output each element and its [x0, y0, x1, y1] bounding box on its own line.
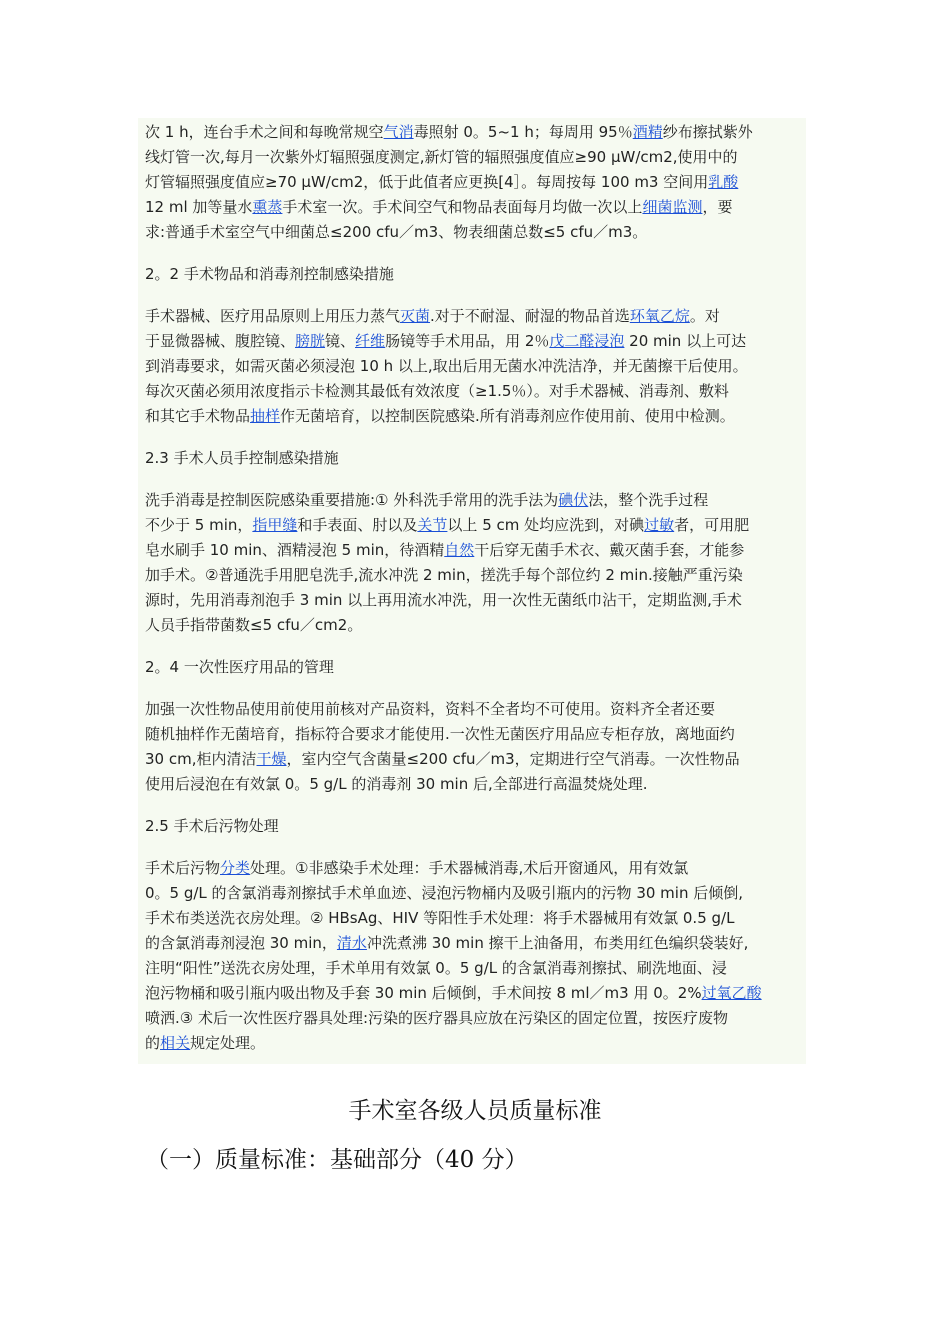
text-line — [145, 1031, 805, 1056]
text-line — [145, 304, 805, 329]
text-line — [145, 488, 805, 513]
keyword-link[interactable]: 指甲缝 — [252, 516, 298, 534]
text-run: ，室内空气含菌量≤200 cfu／m3，定期进行空气消毒。一次性物品 — [286, 750, 740, 768]
text-run: 肠镜等手术用品，用 2％ — [385, 332, 550, 350]
text-run: 纱布擦拭紫外 — [662, 123, 753, 141]
text-run: 干后穿无菌手术衣、戴灭菌手套，才能参 — [474, 541, 745, 559]
text-line — [145, 446, 805, 471]
text-run: ，要 — [702, 198, 733, 216]
text-run: 皂水刷手 10 min、酒精浸泡 5 min，待酒精 — [145, 541, 445, 559]
keyword-link[interactable]: 关节 — [417, 516, 448, 534]
text-run: 不少于 5 min， — [145, 516, 253, 534]
text-run: 手术室一次。手术间空气和物品表面每月均做一次以上 — [282, 198, 643, 216]
text-run: 2。4 一次性医疗用品的管理 — [145, 658, 334, 676]
text-line — [145, 195, 805, 220]
text-run: 者，可用肥 — [674, 516, 750, 534]
text-run: 源时，先用消毒剂泡手 3 min 以上再用流水冲洗，用一次性无菌纸巾沾干，定期监测,手术 — [145, 591, 742, 609]
text-line — [145, 262, 805, 287]
text-run: 于显微器械、腹腔镜、 — [145, 332, 296, 350]
keyword-link[interactable]: 抽样 — [250, 407, 281, 425]
keyword-link[interactable]: 过氧乙酸 — [701, 984, 762, 1002]
text-run: 毒照射 0。5~1 h；每周用 95％ — [413, 123, 633, 141]
paragraph-gap — [145, 638, 805, 655]
text-line — [145, 404, 805, 429]
text-run: 到消毒要求，如需灭菌必须浸泡 10 h 以上,取出后用无菌水冲洗洁净，并无菌擦干后使用。 — [145, 357, 748, 375]
text-run: 以上 5 cm 处均应洗到，对碘 — [447, 516, 645, 534]
text-run: 规定处理。 — [190, 1034, 266, 1052]
text-run: 灯管辐照强度值应≥70 μW/cm2，低于此值者应更换[4］。每周按每 100 m3 空间用 — [145, 173, 709, 191]
keyword-link[interactable]: 酒精 — [632, 123, 663, 141]
keyword-link[interactable]: 气消 — [383, 123, 414, 141]
paragraph-gap — [145, 429, 805, 446]
text-run: 冲洗煮沸 30 min 擦干上油备用，布类用红色编织袋装好, — [366, 934, 749, 952]
text-run: 30 cm,柜内清洁 — [145, 750, 257, 768]
article-body — [145, 120, 805, 1056]
paragraph-gap — [145, 245, 805, 262]
text-run: 手术器械、医疗用品原则上用压力蒸气 — [145, 307, 401, 325]
text-line — [145, 354, 805, 379]
keyword-link[interactable]: 熏蒸 — [252, 198, 283, 216]
keyword-link[interactable]: 分类 — [220, 859, 251, 877]
keyword-link[interactable]: 干燥 — [256, 750, 287, 768]
keyword-link[interactable]: 纤维 — [355, 332, 386, 350]
text-run: 使用后浸泡在有效氯 0。5 g/L 的消毒剂 30 min 后,全部进行高温焚烧处理. — [145, 775, 648, 793]
text-line — [145, 170, 805, 195]
text-line — [145, 538, 805, 563]
text-run: 手术布类送洗衣房处理。② HBsAg、HIV 等阳性手术处理：将手术器械用有效氯 0.5 g/L — [145, 909, 735, 927]
text-line — [145, 1006, 805, 1031]
text-line — [145, 931, 805, 956]
text-line — [145, 697, 805, 722]
keyword-link[interactable]: 过敏 — [644, 516, 675, 534]
text-line — [145, 655, 805, 680]
text-run: 手术后污物 — [145, 859, 221, 877]
text-line — [145, 613, 805, 638]
text-run: 泡污物桶和吸引瓶内吸出物及手套 30 min 后倾倒，手术间按 8 ml／m3 用 0。2% — [145, 984, 702, 1002]
keyword-link[interactable]: 戊二醛浸泡 — [549, 332, 625, 350]
paragraph-gap — [145, 287, 805, 304]
text-run: 2.3 手术人员手控制感染措施 — [145, 449, 339, 467]
text-line — [145, 956, 805, 981]
text-run: 的 — [145, 1034, 161, 1052]
section-subtitle: （一）质量标准：基础部分（40 分） — [146, 1147, 528, 1173]
text-line — [145, 120, 805, 145]
text-line — [145, 772, 805, 797]
paragraph-gap — [145, 839, 805, 856]
text-run: 求:普通手术室空气中细菌总≤200 cfu／m3、物表细菌总数≤5 cfu／m3。 — [145, 223, 648, 241]
text-run: 和其它手术物品 — [145, 407, 251, 425]
text-run: 喷洒.③ 术后一次性医疗器具处理:污染的医疗器具应放在污染区的固定位置，按医疗废物 — [145, 1009, 729, 1027]
text-run: 次 1 h，连台手术之间和每晚常规空 — [145, 123, 384, 141]
text-run: 和手表面、肘以及 — [297, 516, 418, 534]
keyword-link[interactable]: 乳酸 — [708, 173, 739, 191]
text-run: 线灯管一次,每月一次紫外灯辐照强度测定,新灯管的辐照强度值应≥90 μW/cm2,使用中的 — [145, 148, 738, 166]
text-run: 加手术。②普通洗手用肥皂洗手,流水冲洗 2 min，搓洗手每个部位约 2 min.接触严重污染 — [145, 566, 743, 584]
text-line — [145, 513, 805, 538]
page-title: 手术室各级人员质量标准 — [348, 1098, 602, 1124]
text-line — [145, 220, 805, 245]
text-line — [145, 563, 805, 588]
text-run: 20 min 以上可达 — [624, 332, 747, 350]
text-line — [145, 145, 805, 170]
text-run: 的含氯消毒剂浸泡 30 min， — [145, 934, 337, 952]
paragraph-gap — [145, 471, 805, 488]
keyword-link[interactable]: 自然 — [444, 541, 475, 559]
text-run: 法，整个洗手过程 — [588, 491, 709, 509]
text-line — [145, 747, 805, 772]
keyword-link[interactable]: 相关 — [160, 1034, 191, 1052]
text-run: 2.5 手术后污物处理 — [145, 817, 279, 835]
text-run: 镜、 — [325, 332, 356, 350]
text-line — [145, 856, 805, 881]
text-line — [145, 981, 805, 1006]
keyword-link[interactable]: 清水 — [336, 934, 367, 952]
keyword-link[interactable]: 膀胱 — [295, 332, 326, 350]
keyword-link[interactable]: 碘伏 — [558, 491, 589, 509]
text-run: 处理。①非感染手术处理：手术器械消毒,术后开窗通风，用有效氯 — [250, 859, 689, 877]
text-line — [145, 722, 805, 747]
text-line — [145, 881, 805, 906]
text-line — [145, 329, 805, 354]
text-run: 洗手消毒是控制医院感染重要措施:① 外科洗手常用的洗手法为 — [145, 491, 559, 509]
text-run: 。对 — [689, 307, 720, 325]
paragraph-gap — [145, 680, 805, 697]
text-run: 作无菌培育，以控制医院感染.所有消毒剂应作使用前、使用中检测。 — [280, 407, 735, 425]
text-run: 注明“阳性”送洗衣房处理，手术单用有效氯 0。5 g/L 的含氯消毒剂擦拭、刷洗地面、浸 — [145, 959, 727, 977]
text-run: 加强一次性物品使用前使用前核对产品资料，资料不全者均不可使用。资料齐全者还要 — [145, 700, 716, 718]
keyword-link[interactable]: 灭菌 — [400, 307, 431, 325]
text-run: 人员手指带菌数≤5 cfu／cm2。 — [145, 616, 363, 634]
text-run: 0。5 g/L 的含氯消毒剂擦拭手术单血迹、浸泡污物桶内及吸引瓶内的污物 30 min 后倾倒, — [145, 884, 744, 902]
keyword-link[interactable]: 环氧乙烷 — [629, 307, 690, 325]
text-line — [145, 379, 805, 404]
paragraph-gap — [145, 797, 805, 814]
keyword-link[interactable]: 细菌监测 — [642, 198, 703, 216]
text-line — [145, 906, 805, 931]
text-run: 每次灭菌必须用浓度指示卡检测其最低有效浓度（≥1.5％）。对手术器械、消毒剂、敷料 — [145, 382, 729, 400]
text-line — [145, 814, 805, 839]
text-run: .对于不耐湿、耐湿的物品首选 — [430, 307, 630, 325]
text-run: 随机抽样作无菌培育，指标符合要求才能使用.一次性无菌医疗用品应专柜存放，离地面约 — [145, 725, 735, 743]
text-run: 12 ml 加等量水 — [145, 198, 253, 216]
text-line — [145, 588, 805, 613]
text-run: 2。2 手术物品和消毒剂控制感染措施 — [145, 265, 394, 283]
